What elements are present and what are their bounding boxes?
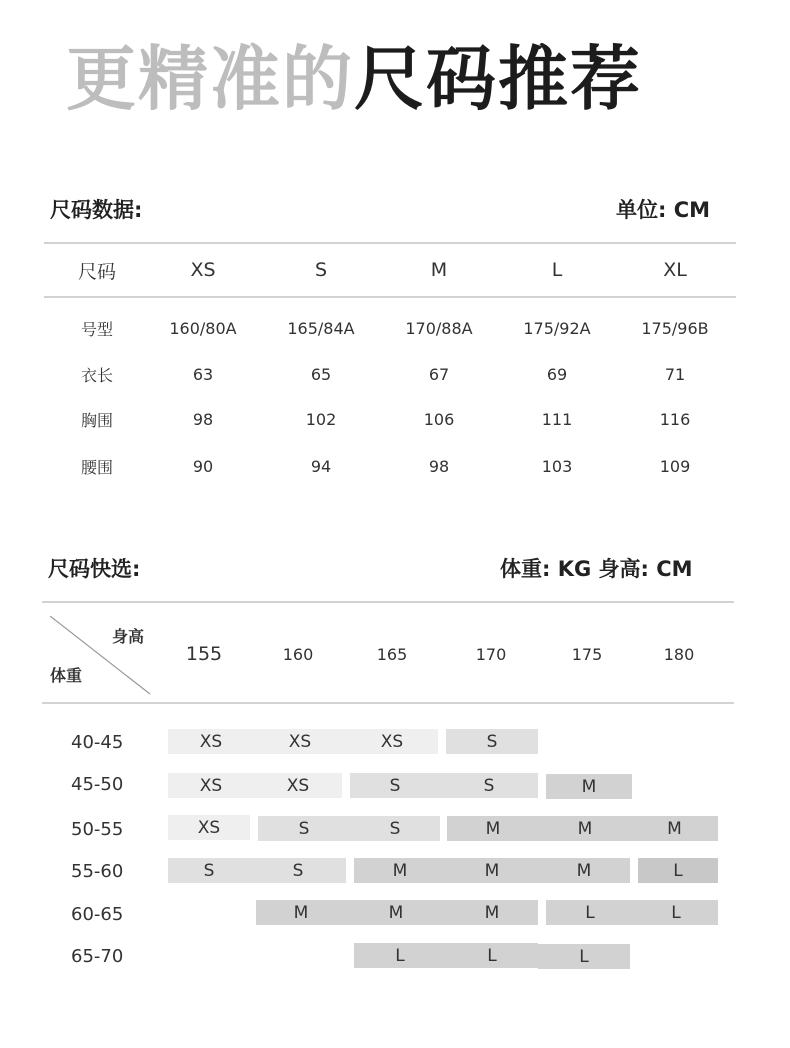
size-recommendation-cell: S <box>350 773 440 798</box>
size-cell: 69 <box>546 364 568 384</box>
quick-select-unit: 体重: KG 身高: CM <box>500 557 693 581</box>
size-recommendation-cell: S <box>350 816 440 841</box>
size-recommendation-cell: XS <box>346 729 438 754</box>
size-cell: 160/80A <box>169 318 237 338</box>
size-recommendation-cell: M <box>447 816 539 841</box>
size-header-cell: M <box>430 259 448 281</box>
title-dark-part: 尺码推荐 <box>354 38 642 120</box>
corner-weight-label: 体重 <box>50 666 83 685</box>
size-cell: 98 <box>192 409 214 429</box>
size-recommendation-cell: L <box>446 943 538 968</box>
size-row-label: 号型 <box>80 319 113 339</box>
weight-range-label: 40-45 <box>71 732 124 753</box>
size-recommendation-cell: M <box>546 774 632 799</box>
size-header-cell: S <box>314 259 328 281</box>
size-recommendation-cell: M <box>539 816 631 841</box>
size-recommendation-cell: M <box>354 858 446 883</box>
size-cell: 102 <box>305 409 337 429</box>
height-header-cell: 180 <box>663 644 695 664</box>
size-cell: 65 <box>310 364 332 384</box>
size-recommendation-cell: XS <box>254 773 342 798</box>
size-cell: 175/92A <box>523 318 591 338</box>
quick-select-label: 尺码快选: <box>48 557 141 581</box>
size-recommendation-cell: L <box>538 944 630 969</box>
size-cell: 170/88A <box>405 318 473 338</box>
size-cell: 67 <box>428 364 450 384</box>
size-recommendation-cell: M <box>631 816 718 841</box>
size-data-unit: 单位: CM <box>616 198 711 222</box>
weight-range-label: 60-65 <box>71 904 124 925</box>
size-recommendation-cell: XS <box>168 815 250 840</box>
weight-range-label: 65-70 <box>71 946 124 967</box>
size-recommendation-cell: L <box>634 900 718 925</box>
size-recommendation-cell: M <box>446 858 538 883</box>
size-header-cell: XL <box>663 259 687 281</box>
size-row-label: 衣长 <box>80 365 113 385</box>
size-cell: 98 <box>428 456 450 476</box>
size-recommendation-cell: XS <box>254 729 346 754</box>
height-header-cell: 155 <box>185 643 223 665</box>
size-header-cell: XS <box>190 259 216 281</box>
size-recommendation-cell: M <box>446 900 538 925</box>
size-table-header-rule <box>44 296 736 298</box>
weight-range-label: 55-60 <box>71 861 124 882</box>
size-cell: 71 <box>664 364 686 384</box>
quick-table-header-rule <box>42 702 734 704</box>
size-cell: 116 <box>659 409 691 429</box>
page-title <box>66 34 642 124</box>
size-recommendation-cell: XS <box>168 773 254 798</box>
size-recommendation-cell: L <box>546 900 634 925</box>
size-row-label: 胸围 <box>80 410 113 430</box>
size-cell: 111 <box>541 409 573 429</box>
height-header-cell: 170 <box>475 644 507 664</box>
height-header-cell: 175 <box>571 644 603 664</box>
title-light-part: 更精准的 <box>66 38 354 120</box>
size-recommendation-cell: S <box>258 816 350 841</box>
weight-range-label: 45-50 <box>71 774 124 795</box>
weight-range-label: 50-55 <box>71 819 124 840</box>
size-recommendation-cell: S <box>250 858 346 883</box>
size-cell: 63 <box>192 364 214 384</box>
size-recommendation-cell: L <box>354 943 446 968</box>
size-recommendation-cell: S <box>440 773 538 798</box>
size-cell: 165/84A <box>287 318 355 338</box>
size-cell: 103 <box>541 456 573 476</box>
size-cell: 175/96B <box>641 318 709 338</box>
size-row-label: 腰围 <box>80 457 113 477</box>
size-recommendation-cell: M <box>538 858 630 883</box>
corner-height-label: 身高 <box>112 627 145 646</box>
size-cell: 94 <box>310 456 332 476</box>
size-cell: 90 <box>192 456 214 476</box>
size-recommendation-cell: XS <box>168 729 254 754</box>
quick-table-top-rule <box>42 601 734 603</box>
size-header-cell: L <box>551 259 563 281</box>
size-recommendation-cell: S <box>168 858 250 883</box>
size-header-cell: 尺码 <box>77 260 116 283</box>
size-data-label: 尺码数据: <box>50 198 143 222</box>
height-header-cell: 165 <box>376 644 408 664</box>
size-cell: 109 <box>659 456 691 476</box>
size-cell: 106 <box>423 409 455 429</box>
size-recommendation-cell: L <box>638 858 718 883</box>
height-header-cell: 160 <box>282 644 314 664</box>
size-recommendation-cell: M <box>346 900 446 925</box>
size-recommendation-cell: M <box>256 900 346 925</box>
size-table-top-rule <box>44 242 736 244</box>
size-recommendation-cell: S <box>446 729 538 754</box>
